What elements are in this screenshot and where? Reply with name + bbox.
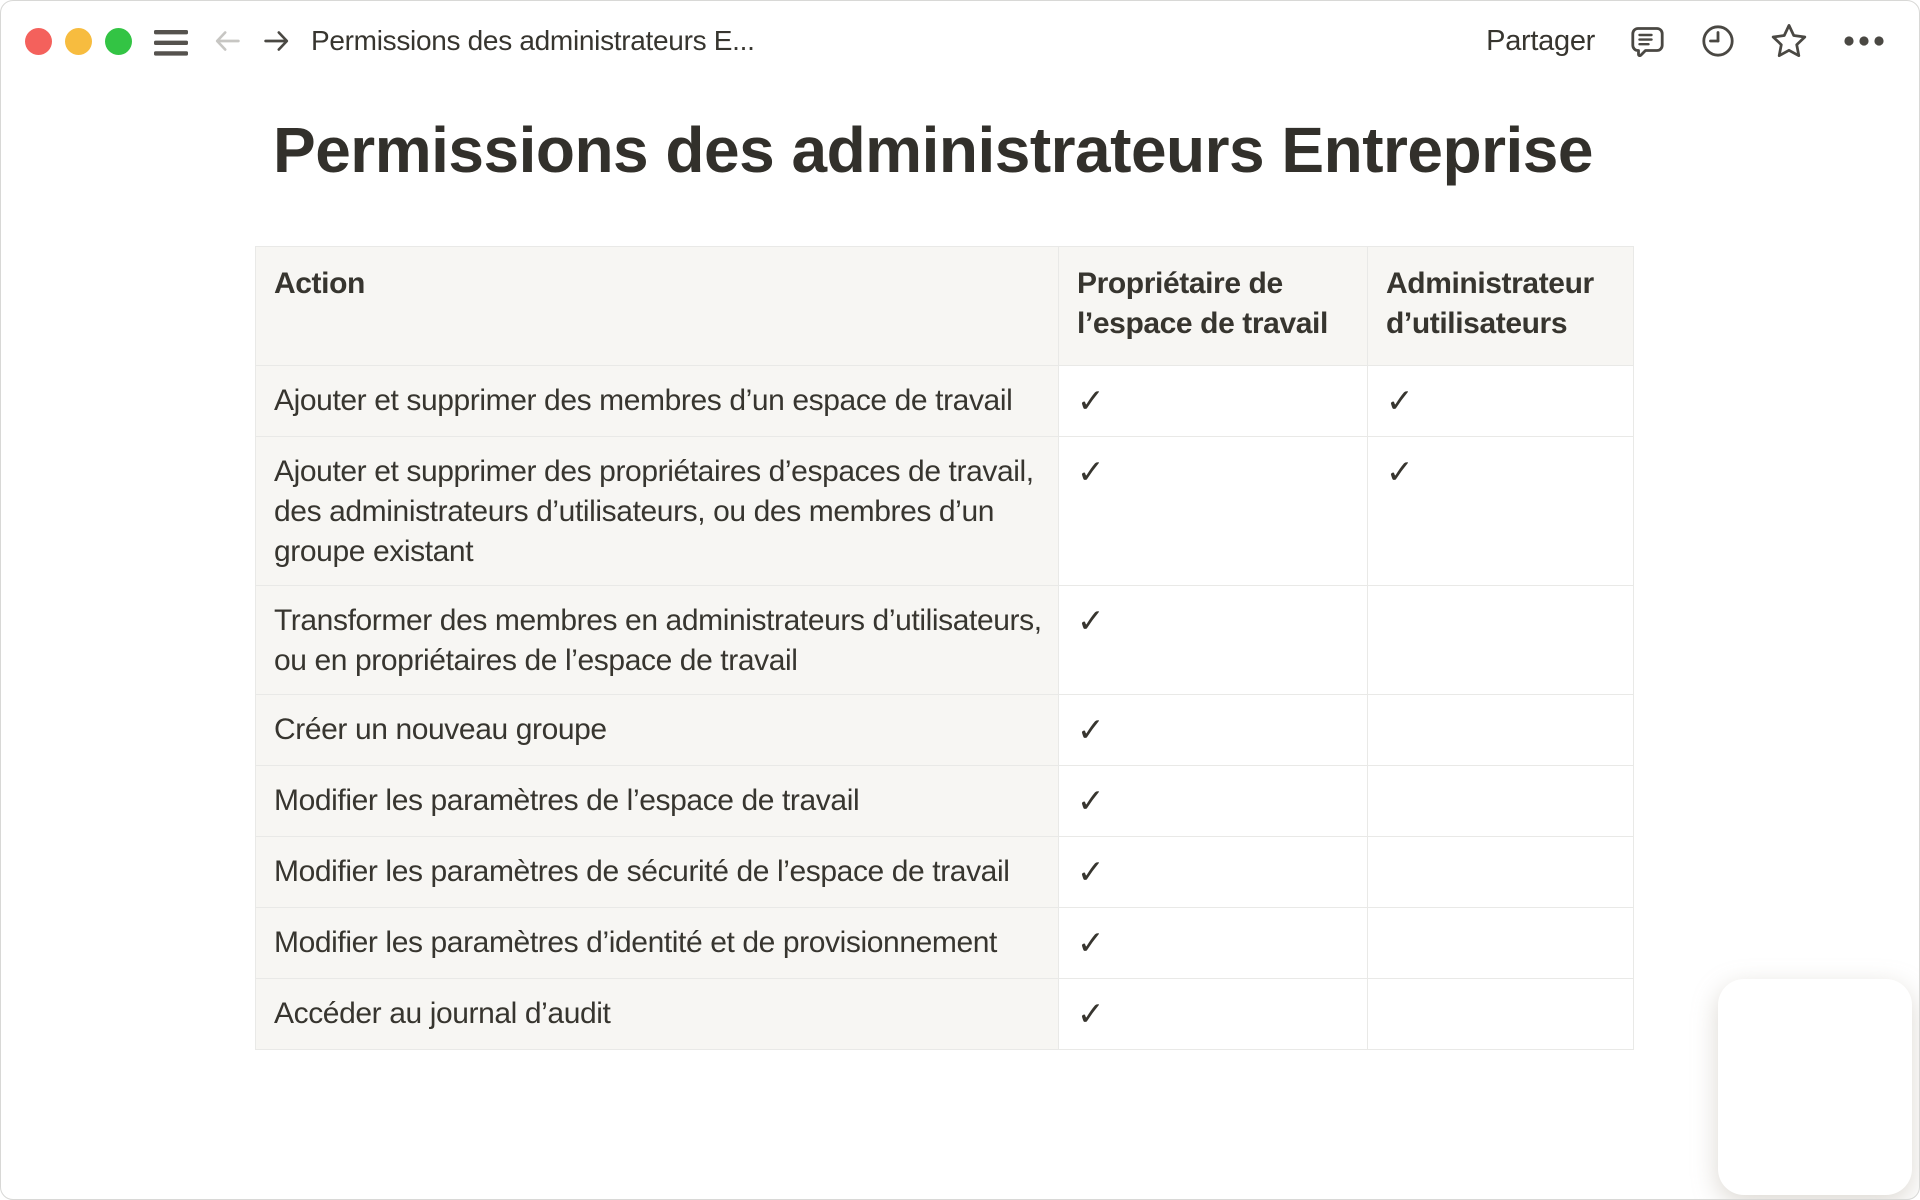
checkmark-icon: ✓: [1077, 924, 1105, 961]
checkmark-icon: ✓: [1077, 602, 1105, 639]
sidebar-toggle-button[interactable]: [153, 23, 189, 59]
column-header-user-admin[interactable]: Administrateur d’utilisateurs: [1368, 247, 1634, 366]
star-icon: [1770, 22, 1808, 60]
table-row: [256, 837, 1634, 908]
hamburger-icon: [153, 23, 189, 59]
checked-cell[interactable]: [1059, 979, 1368, 1050]
checkmark-icon: ✓: [1386, 453, 1414, 490]
checked-cell[interactable]: [1059, 908, 1368, 979]
comments-button[interactable]: [1629, 23, 1666, 60]
column-header-workspace-owner[interactable]: Propriétaire de l’espace de travail: [1059, 247, 1368, 366]
maximize-button[interactable]: [105, 28, 132, 55]
action-cell[interactable]: Transformer des membres en administrateurs d’utilisateurs, ou en propriétaires de l’espace de travail: [256, 586, 1059, 695]
traffic-lights: [25, 28, 132, 55]
column-header-action[interactable]: Action: [256, 247, 1059, 366]
empty-cell[interactable]: [1368, 908, 1634, 979]
page-content: [1, 81, 1919, 1050]
updates-button[interactable]: [1700, 23, 1736, 59]
table-row: [256, 979, 1634, 1050]
permissions-table: [255, 246, 1634, 1050]
checked-cell[interactable]: [1368, 437, 1634, 586]
permissions-table-body: [256, 366, 1634, 1050]
action-cell[interactable]: Modifier les paramètres d’identité et de provisionnement: [256, 908, 1059, 979]
empty-cell[interactable]: [1368, 766, 1634, 837]
comment-icon: [1629, 23, 1666, 60]
action-cell[interactable]: Modifier les paramètres de sécurité de l’espace de travail: [256, 837, 1059, 908]
checked-cell[interactable]: [1059, 695, 1368, 766]
checkmark-icon: ✓: [1077, 453, 1105, 490]
action-cell[interactable]: Créer un nouveau groupe: [256, 695, 1059, 766]
table-row: [256, 695, 1634, 766]
checked-cell[interactable]: [1059, 766, 1368, 837]
table-header-row: [256, 247, 1634, 366]
share-button[interactable]: Partager: [1486, 24, 1595, 57]
titlebar-actions: [1486, 22, 1886, 60]
checked-cell[interactable]: [1059, 837, 1368, 908]
titlebar: [1, 1, 1919, 81]
clock-icon: [1700, 23, 1736, 59]
table-row: [256, 766, 1634, 837]
more-button[interactable]: [1842, 23, 1886, 59]
checked-cell[interactable]: [1059, 366, 1368, 437]
favorite-button[interactable]: [1770, 22, 1808, 60]
action-cell[interactable]: Ajouter et supprimer des propriétaires d’espaces de travail, des administrateurs d’utilisateurs, ou des membres d’un groupe existant: [256, 437, 1059, 586]
ellipsis-icon: [1842, 23, 1886, 59]
checkmark-icon: ✓: [1077, 711, 1105, 748]
breadcrumb[interactable]: Permissions des administrateurs E...: [311, 25, 755, 56]
empty-cell[interactable]: [1368, 695, 1634, 766]
checked-cell[interactable]: [1059, 437, 1368, 586]
back-button[interactable]: [211, 24, 245, 58]
action-cell[interactable]: Accéder au journal d’audit: [256, 979, 1059, 1050]
table-row: [256, 908, 1634, 979]
checked-cell[interactable]: [1368, 366, 1634, 437]
empty-cell[interactable]: [1368, 837, 1634, 908]
arrow-left-icon: [211, 24, 245, 58]
floating-widget: [1718, 979, 1912, 1195]
checkmark-icon: ✓: [1077, 995, 1105, 1032]
checkmark-icon: ✓: [1077, 782, 1105, 819]
table-row: [256, 586, 1634, 695]
table-row: [256, 437, 1634, 586]
checkmark-icon: ✓: [1386, 382, 1414, 419]
checked-cell[interactable]: [1059, 586, 1368, 695]
empty-cell[interactable]: [1368, 979, 1634, 1050]
action-cell[interactable]: Modifier les paramètres de l’espace de travail: [256, 766, 1059, 837]
table-row: [256, 366, 1634, 437]
empty-cell[interactable]: [1368, 586, 1634, 695]
arrow-right-icon: [259, 24, 293, 58]
action-cell[interactable]: Ajouter et supprimer des membres d’un espace de travail: [256, 366, 1059, 437]
page-title[interactable]: Permissions des administrateurs Entreprise: [273, 114, 1593, 186]
forward-button[interactable]: [259, 24, 293, 58]
minimize-button[interactable]: [65, 28, 92, 55]
checkmark-icon: ✓: [1077, 382, 1105, 419]
close-button[interactable]: [25, 28, 52, 55]
checkmark-icon: ✓: [1077, 853, 1105, 890]
